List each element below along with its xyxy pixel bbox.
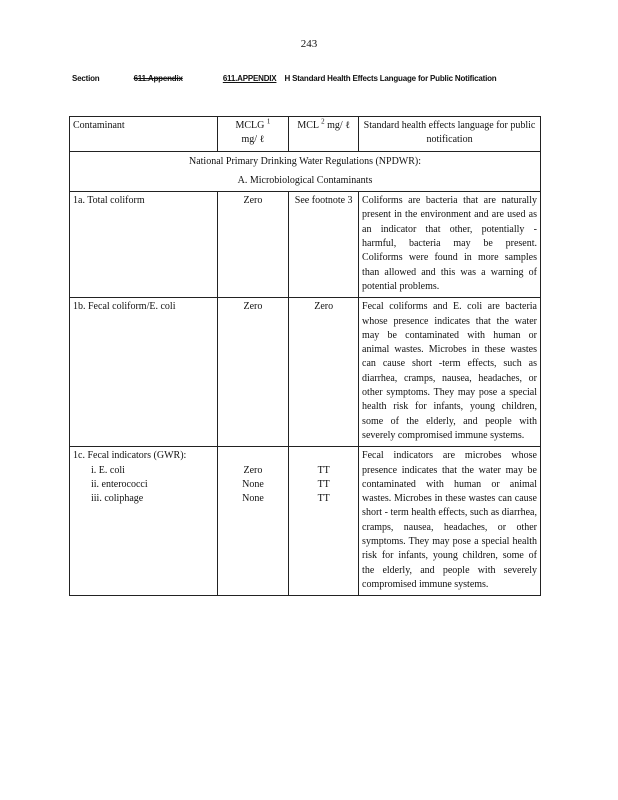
header-mcl	[289, 117, 359, 152]
sub-item-label: i. E. coli	[91, 464, 125, 476]
header-contaminant-label: Contaminant	[73, 120, 125, 131]
page-number: 243	[300, 38, 318, 50]
table-row	[70, 447, 541, 596]
contaminant-cell: 1b. Fecal coliform/E. coli	[70, 298, 218, 447]
sub-item-mclg: Zero	[243, 464, 263, 476]
header-mclg-label: MCLG	[235, 120, 265, 131]
health-effects-table	[69, 116, 541, 596]
sub-item-list	[73, 464, 214, 507]
sub-item-mclg: None	[242, 478, 264, 490]
sub-item-mcl: TT	[317, 464, 330, 476]
heading-title: H Standard Health Effects Language for Public Notification	[284, 74, 497, 83]
section-title: National Primary Drinking Water Regulations (NPDWR):	[188, 155, 422, 167]
contaminant-cell: 1a. Total coliform	[70, 192, 218, 298]
sub-item-label: ii. enterococci	[91, 478, 148, 490]
header-mclg-unit: mg/ ℓ	[241, 134, 265, 146]
mcl-cell: Zero	[289, 298, 359, 447]
sub-item-mcl: TT	[317, 478, 330, 490]
section-title-cell	[70, 151, 541, 192]
sub-item-mclg: None	[242, 493, 264, 505]
mcl-cell: See footnote 3	[289, 192, 359, 298]
mcl-cell	[289, 447, 359, 596]
struck-appendix-text: 611.Appendix	[133, 74, 183, 83]
language-cell: Fecal coliforms and E. coli are bacteria whose presence indicates that the water may be contaminated with human or animal wastes. Microbes in these wastes can cause short -term effects, such as diarrhea, cramps, nausea, headaches, or other symptoms. They may pose a special health risk for infants, young children, some of the elderly, and people with severely compromised immune systems.	[359, 298, 541, 447]
contaminant-cell	[70, 447, 218, 596]
header-language-label: Standard health effects language for public notification	[363, 120, 536, 146]
sub-item-label: iii. coliphage	[91, 493, 144, 505]
header-mclg	[217, 117, 289, 152]
sub-item-mcl: TT	[317, 493, 330, 505]
header-mcl-footnote: 2	[321, 117, 325, 126]
contaminant-group-label: 1c. Fecal indicators (GWR):	[73, 450, 187, 462]
section-label: Section	[72, 74, 100, 83]
language-cell: Fecal indicators are microbes whose presence indicates that the water may be contaminated with human or animal wastes. Microbes in these wastes can cause short - term health effects, such as diarrhea, cramps, nausea, headaches, or other symptoms. They may pose a special health risk for infants, young children, some of the elderly, and people with severely compromised immune systems.	[359, 447, 541, 596]
mclg-cell	[217, 447, 289, 596]
table-row	[70, 192, 541, 298]
language-cell: Coliforms are bacteria that are naturally present in the environment and are used as an indicator that other, potentially - harmful, bacteria may be present. Coliforms were found in more samples than allowed and this was a warning of potential problems.	[359, 192, 541, 298]
table-row	[70, 298, 541, 447]
underlined-appendix-text: 611.APPENDIX	[222, 74, 277, 83]
mclg-cell: Zero	[217, 192, 289, 298]
mclg-cell: Zero	[217, 298, 289, 447]
subsection-title: A. Microbiological Contaminants	[237, 174, 373, 186]
header-contaminant	[70, 117, 218, 152]
header-mcl-unit: mg/ ℓ	[327, 120, 351, 131]
table-header-row	[70, 117, 541, 152]
section-heading	[72, 73, 542, 84]
section-title-row	[70, 151, 541, 192]
header-language	[359, 117, 541, 152]
header-mcl-label: MCL	[297, 120, 319, 131]
header-mclg-footnote: 1	[266, 117, 271, 126]
